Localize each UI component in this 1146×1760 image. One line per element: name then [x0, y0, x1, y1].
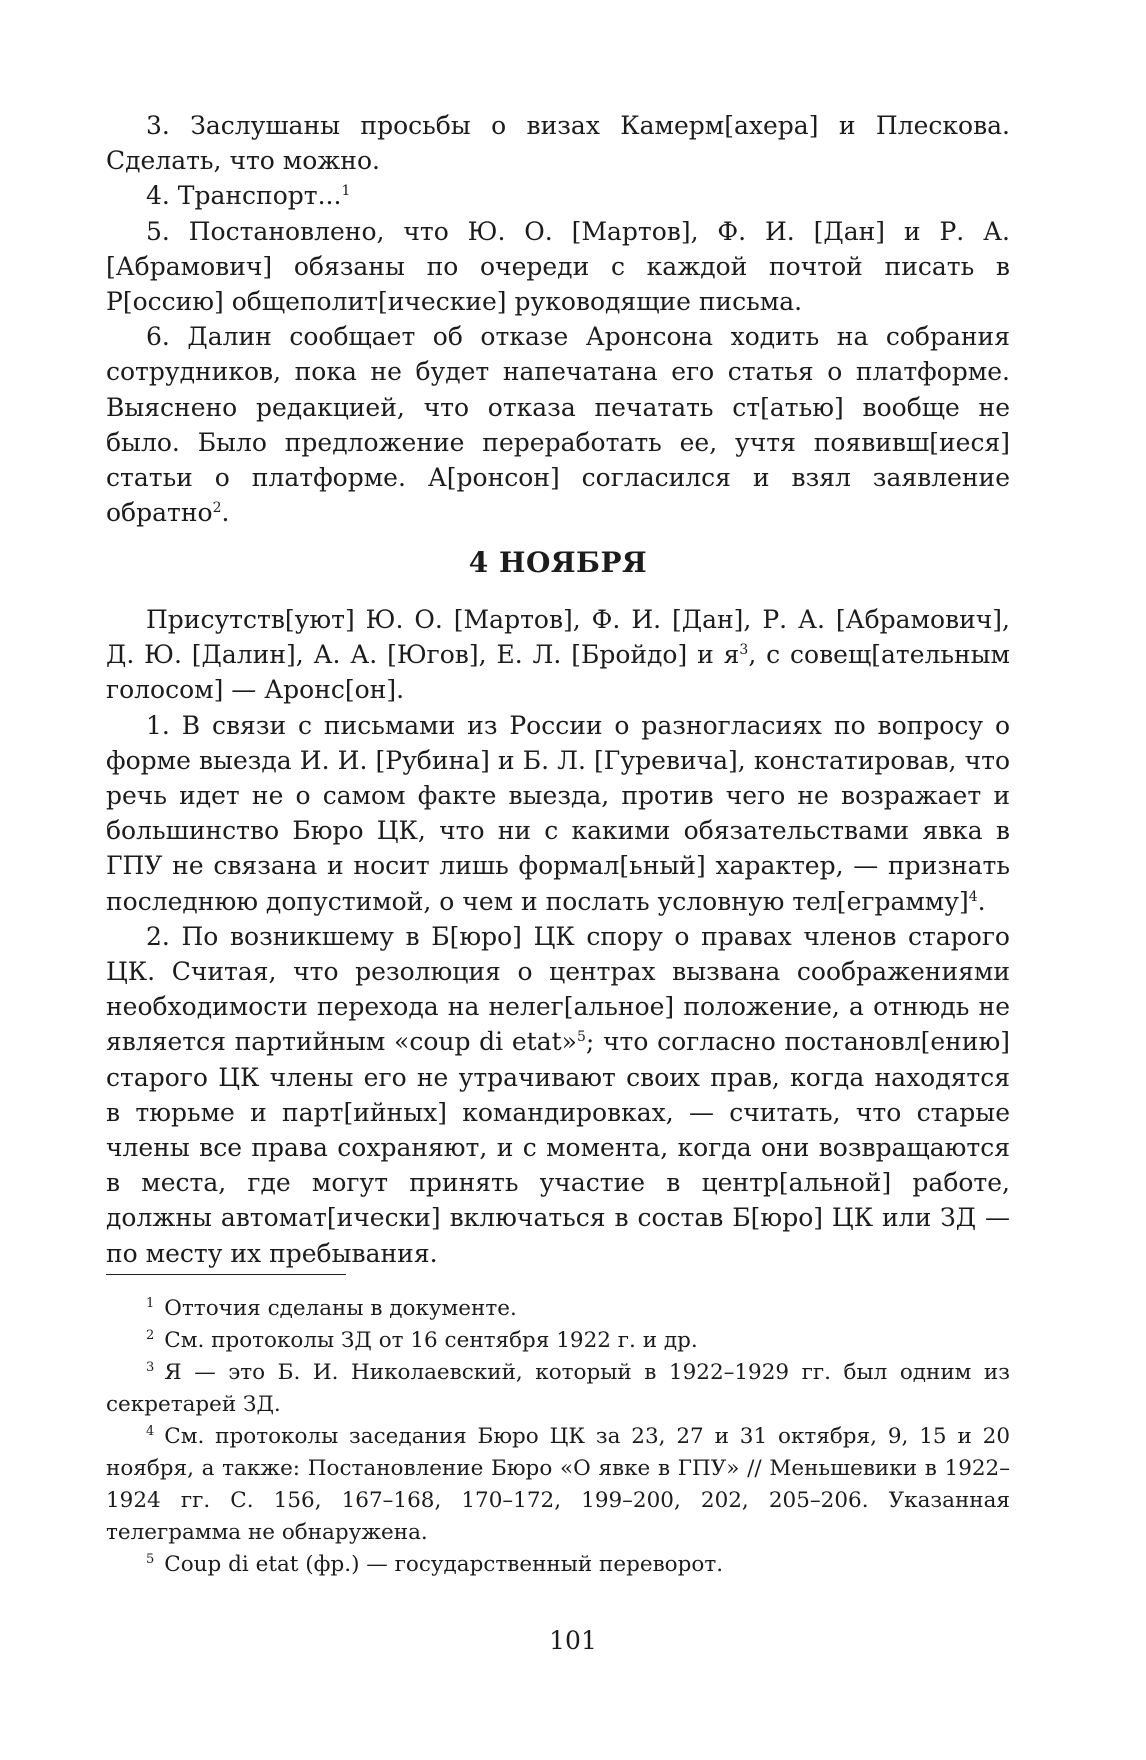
footnote: $^5$ Coup di etat (фр.) — государственный переворот.	[146, 1552, 724, 1577]
paragraph: 6. Далин сообщает об отказе Аронсона ходить на собрания сотрудников, пока не будет напечатана его статья о платформе. Выяснено редакцией, что отказа печатать ст[атью] вообще не было. Было предложение переработать ее, учтя появивш[иеся] статьи о платформе. А[ронсон] согласился и взял заявление обратно$^2$.	[106, 322, 1010, 528]
footnote: $^2$ См. протоколы ЗД от 16 сентября 1922 г. и др.	[146, 1328, 698, 1353]
footnote: $^1$ Отточия сделаны в документе.	[146, 1296, 517, 1321]
section-heading: 4 НОЯБРЯ	[468, 546, 648, 579]
footnote-ref[interactable]: 3	[739, 642, 749, 659]
footnote-ref[interactable]: 5	[576, 1029, 586, 1046]
body-text-bottom	[106, 602, 1010, 1271]
footnote-divider	[106, 1274, 346, 1275]
footnote-ref[interactable]: 1	[341, 183, 351, 200]
footnote: $^3$ Я — это Б. И. Николаевский, который в 1922–1929 гг. был одним из секретарей ЗД.	[106, 1360, 1010, 1417]
paragraph: 3. Заслушаны просьбы о визах Камерм[ахера] и Плескова. Сделать, что можно.	[106, 111, 1010, 176]
footnote-mark: 2	[146, 1328, 155, 1343]
paragraph: 4. Транспорт...$^1$	[146, 181, 351, 211]
footnote-mark: 4	[146, 1424, 155, 1439]
footnotes	[106, 1293, 1010, 1581]
body-text-top	[106, 108, 1010, 530]
page-number: 101	[549, 1626, 597, 1655]
footnote-mark: 5	[146, 1552, 155, 1567]
paragraph: 2. По возникшему в Б[юро] ЦК спору о правах членов старого ЦК. Считая, что резолюция о центрах вызвана соображениями необходимости перехода на нелег[альное] положение, а отнюдь не является партийным «coup di etat»$^5$; что согласно постановл[ению] старого ЦК члены его не утрачивают своих прав, когда находятся в тюрьме и парт[ийных] командировках, — считать, что старые члены все права сохраняют, и с момента, когда они возвращаются в места, где могут принять участие в центр[альной] работе, должны автомат[ически] включаться в состав Б[юро] ЦК или ЗД — по месту их пребывания.	[106, 921, 1010, 1268]
paragraph: 5. Постановлено, что Ю. О. [Мартов], Ф. И. [Дан] и Р. А. [Абрамович] обязаны по очереди с каждой почтой писать в Р[оссию] общеполит[ические] руководящие письма.	[106, 216, 1010, 317]
paragraph: 1. В связи с письмами из России о разногласиях по вопросу о форме выезда И. И. [Рубина] и Б. Л. [Гуревича], констатировав, что речь идет не о самом факте выезда, против чего не возражает и большинство Бюро ЦК, что ни с какими обязательствами явка в ГПУ не связана и носит лишь формал[ьный] характер, — признать последнюю допустимой, о чем и послать условную тел[еграмму]$^4$.	[106, 710, 1010, 916]
footnote-mark: 1	[146, 1296, 155, 1311]
footnote-ref[interactable]: 4	[968, 888, 978, 905]
footnote-mark: 3	[146, 1360, 155, 1375]
paragraph: Присутств[уют] Ю. О. [Мартов], Ф. И. [Дан], Р. А. [Абрамович], Д. Ю. [Далин], А. А. [Югов], Е. Л. [Бройдо] и $я^3$, с совещ[ательным голосом] — Аронс[он].	[106, 605, 1010, 705]
footnote-ref[interactable]: 2	[212, 500, 222, 517]
footnote: $^4$ См. протоколы заседания Бюро ЦК за 23, 27 и 31 октября, 9, 15 и 20 ноября, а также: Постановление Бюро «О явке в ГПУ» // Меньшевики в 1922–1924 гг. С. 156, 167–168, 170–172, 199–200, 202, 205–206. Указанная телеграмма не обнаружена.	[106, 1424, 1010, 1545]
